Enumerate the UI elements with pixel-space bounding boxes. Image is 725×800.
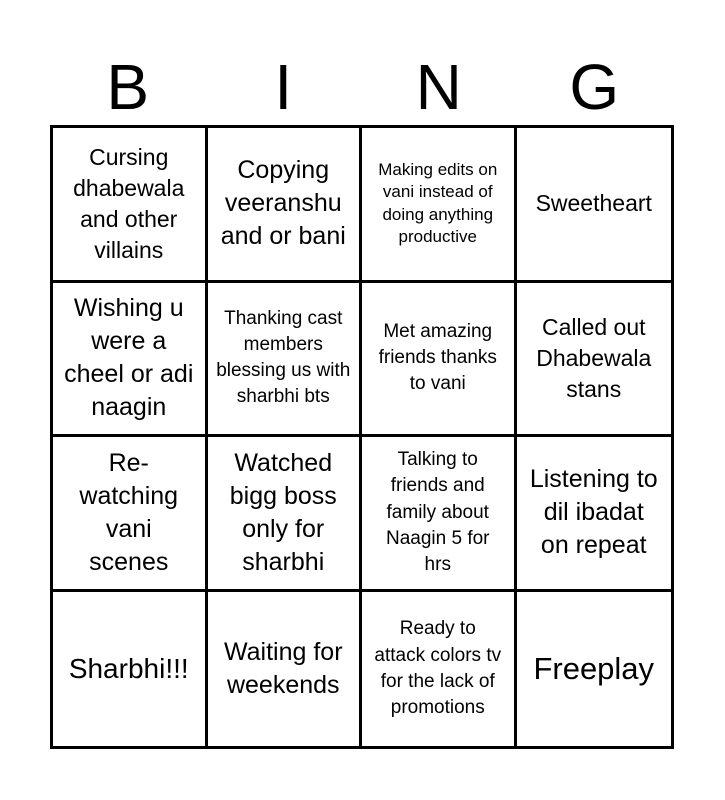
bingo-cell[interactable] [362,592,517,747]
bingo-cell-text: Cursing dhabewala and other villains [73,143,185,263]
bingo-header [50,52,672,122]
header-letter-g: G [569,51,620,123]
bingo-cell[interactable] [362,128,517,283]
bingo-cell[interactable] [208,283,363,438]
bingo-cell-text: Copying veeranshu and or bani [220,156,346,251]
bingo-cell-text: Sweetheart [535,190,652,217]
bingo-cell-text: Talking to friends and family about Naagin 5 for hrs [385,449,490,576]
bingo-cell[interactable] [208,592,363,747]
bingo-cell-text: Sharbhi!!! [68,652,189,684]
bingo-cell-text: Re-watching vani scenes [79,448,179,576]
bingo-cell-text: Waiting for weekends [223,637,343,699]
header-letter-i: I [274,51,293,123]
bingo-cell[interactable] [53,437,208,592]
bingo-cell[interactable] [517,592,672,747]
bingo-cell-text: Making edits on vani instead of doing anything productive [378,159,498,247]
bingo-cell-text: Listening to dil ibadat on repeat [529,465,658,560]
bingo-cell[interactable] [517,437,672,592]
bingo-cell[interactable] [53,128,208,283]
bingo-cell-text: Freeplay [533,651,655,687]
bingo-cell[interactable] [53,592,208,747]
bingo-cell-text: Met amazing friends thanks to vani [378,320,497,395]
bingo-cell-text: Wishing u were a cheel or adi naagin [64,294,194,422]
bingo-cell-text: Called out Dhabewala stans [536,313,652,402]
bingo-cell[interactable] [517,283,672,438]
header-letter-n: N [415,51,462,123]
bingo-cell-text: Thanking cast members blessing us with sharbhi bts [216,307,351,408]
bingo-card-grid [50,125,674,749]
bingo-cell[interactable] [208,128,363,283]
bingo-cell[interactable] [362,283,517,438]
bingo-cell-text: Ready to attack colors tv for the lack of promotions [374,618,502,718]
bingo-cell-text: Watched bigg boss only for sharbhi [229,448,337,576]
bingo-cell[interactable] [517,128,672,283]
bingo-cell[interactable] [362,437,517,592]
bingo-cell[interactable] [53,283,208,438]
header-letter-b: B [106,51,150,123]
bingo-cell[interactable] [208,437,363,592]
